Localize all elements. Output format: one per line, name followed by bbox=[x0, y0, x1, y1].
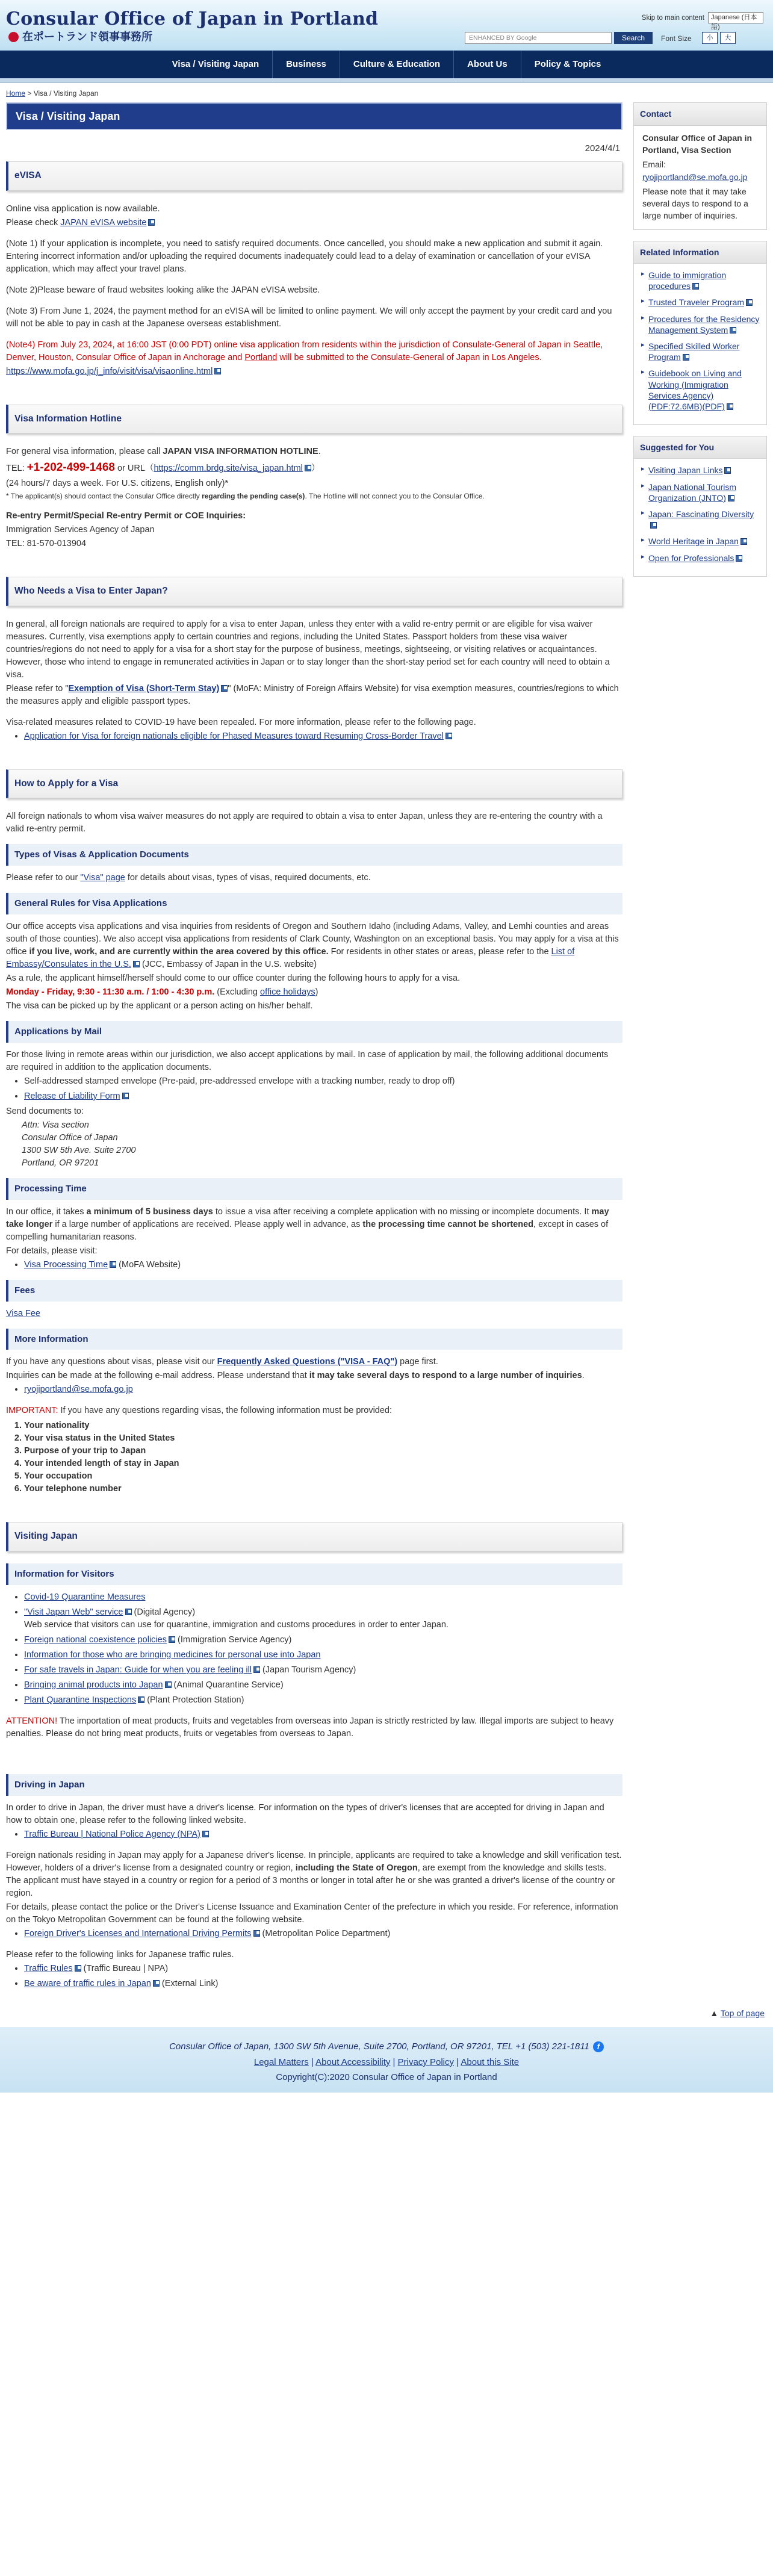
visa-fee-link[interactable]: Visa Fee bbox=[6, 1308, 40, 1318]
rules-p1: Our office accepts visa applications and visa inquiries from residents of Oregon and Southern Idaho (including Adams, Valley, and Lemhi counties and areas south of those counties). We also accept visa applications from residents of Clark County, Washington on an exceptional basis. You may apply for a visa at this office if you live, work, and are currently within the area covered by this office. For residents in other states or areas, please refer to the List of Embassy/Consulates in the U.S. (JCC, Embassy of Japan in the U.S. website) bbox=[6, 921, 619, 970]
safe-travels-link[interactable]: For safe travels in Japan: Guide for when you are feeling ill bbox=[24, 1665, 252, 1675]
external-link-icon bbox=[728, 495, 734, 501]
section-heading-who: Who Needs a Visa to Enter Japan? bbox=[6, 577, 622, 606]
search-button[interactable]: Search bbox=[614, 32, 653, 44]
external-link-icon bbox=[253, 1930, 260, 1937]
list-item bbox=[642, 297, 760, 308]
external-link-icon bbox=[125, 1609, 132, 1615]
top-of-page-link[interactable]: Top of page bbox=[720, 2008, 765, 2018]
contact-note: Please note that it may take several days to respond to a large number of inquiries. bbox=[642, 186, 748, 221]
arrow-up-icon: ▲ bbox=[710, 2008, 719, 2018]
pdf-icon bbox=[169, 1636, 175, 1643]
evisa-note1: (Note 1) If your application is incomplete, you need to satisfy required documents. Once cancelled, you should make a new application and submit it again. Entering incorrect information and/or uploading the required documents inadequately could lead to a delay of examination or cancellation of your eVISA application, which may affect your travel plans. bbox=[6, 238, 603, 274]
list-item bbox=[642, 465, 760, 476]
release-liability-link[interactable]: Release of Liability Form bbox=[24, 1091, 120, 1101]
list-item bbox=[642, 314, 760, 335]
external-link-icon bbox=[148, 219, 155, 226]
list-item: • Foreign national coexistence policies (Immigration Service Agency) bbox=[24, 1634, 622, 1646]
list-item: • For safe travels in Japan: Guide for when you are feeling ill (Japan Tourism Agency) bbox=[24, 1664, 622, 1677]
hotline-tel: TEL: +1-202-499-1468 or URL（https://comm.brdg.site/visa_japan.html ） bbox=[6, 461, 320, 474]
suggested-link-diversity[interactable]: Japan: Fascinating Diversity bbox=[648, 509, 754, 519]
external-link-icon bbox=[746, 299, 753, 306]
driving-list-3 bbox=[24, 1963, 622, 1990]
processing-details: For details, please visit: bbox=[6, 1246, 98, 1256]
main-nav bbox=[0, 51, 773, 78]
rules-p2: As a rule, the applicant himself/herself should come to our office counter during the following hours to apply for a visa. bbox=[6, 973, 461, 984]
portland-link[interactable]: Portland bbox=[244, 352, 278, 362]
related-info-heading: Related Information bbox=[634, 241, 766, 264]
reentry-tel: TEL: 81-570-013904 bbox=[6, 539, 87, 549]
evisa-note4: (Note4) From July 23, 2024, at 16:00 JST (0:00 PDT) online visa application from residents within the jurisdiction of Consulate-General of Japan in Seattle, Denver, Houston, Consular Office of Japan in Anchorage and Portland will be submitted to the Consulate-General of Japan in Los Angeles. bbox=[6, 340, 603, 362]
visa-email-link[interactable]: ryojiportland@se.mofa.go.jp bbox=[24, 1385, 133, 1395]
list-item bbox=[642, 270, 760, 291]
related-link-trusted-traveler[interactable]: Trusted Traveler Program bbox=[648, 297, 744, 308]
footer-accessibility-link[interactable]: About Accessibility bbox=[315, 2056, 391, 2067]
related-link-residency[interactable]: Procedures for the Residency Management System bbox=[648, 314, 760, 335]
nav-stripe bbox=[0, 78, 773, 83]
external-link-icon bbox=[740, 538, 747, 545]
more-p1: If you have any questions about visas, please visit our Frequently Asked Questions ("VISA - FAQ") page first. bbox=[6, 1357, 438, 1367]
pdf-icon bbox=[122, 1093, 129, 1099]
hotline-url-link[interactable]: https://comm.brdg.site/visa_japan.html bbox=[154, 464, 303, 474]
suggested-link-heritage[interactable]: World Heritage in Japan bbox=[648, 536, 739, 547]
plant-quarantine-link[interactable]: Plant Quarantine Inspections bbox=[24, 1695, 137, 1705]
footer-about-link[interactable]: About this Site bbox=[461, 2056, 520, 2067]
list-item bbox=[642, 536, 760, 547]
suggested-link-jnto[interactable]: Japan National Tourism Organization (JNTO) bbox=[648, 482, 737, 503]
list-item bbox=[24, 1828, 622, 1841]
suggested-heading: Suggested for You bbox=[634, 436, 766, 459]
visitor-links-list bbox=[24, 1591, 622, 1707]
important-note: IMPORTANT: If you have any questions regarding visas, the following information must be provided: bbox=[6, 1406, 393, 1416]
language-select[interactable]: Japanese (日本語) bbox=[708, 12, 763, 23]
list-item: 5. Your occupation bbox=[24, 1470, 622, 1483]
who-list bbox=[24, 730, 622, 743]
breadcrumb-current: Visa / Visiting Japan bbox=[33, 89, 99, 98]
external-link-icon bbox=[305, 465, 311, 471]
nav-visa[interactable]: Visa / Visiting Japan bbox=[172, 59, 259, 69]
list-item bbox=[24, 730, 622, 743]
page-date: 2024/4/1 bbox=[585, 143, 620, 154]
list-item bbox=[642, 482, 760, 503]
subheading-mail: Applications by Mail bbox=[6, 1021, 622, 1043]
driving-p1: In order to drive in Japan, the driver must have a driver's license. For information on the types of driver's licenses that are accepted for driving in Japan and how to obtain one, please refer to the following linked website. bbox=[6, 1802, 604, 1825]
evisa-intro: Online visa application is now available. bbox=[6, 203, 160, 214]
list-item: • "Visit Japan Web" service (Digital Agency) Web service that visitors can use for quarantine, immigration and customs procedures in order to enter Japan. bbox=[24, 1606, 622, 1631]
required-info-list bbox=[24, 1420, 622, 1495]
driving-list-1 bbox=[24, 1828, 622, 1841]
driving-list-2 bbox=[24, 1928, 622, 1940]
section-heading-evisa: eVISA bbox=[6, 161, 622, 190]
visit-japan-web-note: Web service that visitors can use for quarantine, immigration and customs procedures in order to enter Japan. bbox=[24, 1619, 449, 1630]
related-info-list bbox=[642, 270, 760, 412]
external-link-icon bbox=[724, 467, 731, 474]
medicines-link[interactable]: Information for those who are bringing medicines for personal use into Japan bbox=[24, 1650, 321, 1660]
external-link-icon bbox=[221, 685, 228, 692]
suggested-list bbox=[642, 465, 760, 563]
external-link-icon bbox=[683, 354, 689, 361]
office-holidays-link[interactable]: office holidays bbox=[260, 987, 315, 998]
list-item: • Foreign Driver's Licenses and International Driving Permits (Metropolitan Police Department) bbox=[24, 1928, 622, 1940]
external-link-icon bbox=[692, 283, 699, 290]
site-title[interactable]: Consular Office of Japan in Portland bbox=[6, 8, 379, 29]
list-item: • Bringing animal products into Japan (Animal Quarantine Service) bbox=[24, 1679, 622, 1692]
section-heading-how: How to Apply for a Visa bbox=[6, 769, 622, 798]
evisa-note3: (Note 3) From June 1, 2024, the payment method for an eVISA will be limited to online payment. We will only accept the payment by your credit card and you will not be able to pay in cash at the Japanese overseas establishment. bbox=[6, 306, 612, 329]
facebook-icon[interactable]: f bbox=[593, 2041, 604, 2052]
list-item: • Visa Processing Time (MoFA Website) bbox=[24, 1259, 622, 1271]
list-item bbox=[642, 368, 760, 412]
list-item: • Traffic Rules (Traffic Bureau | NPA) bbox=[24, 1963, 622, 1975]
mail-address: Attn: Visa section Consular Office of Japan 1300 SW 5th Ave. Suite 2700 Portland, OR 97201 bbox=[22, 1120, 136, 1168]
related-link-skilled-worker[interactable]: Specified Skilled Worker Program bbox=[648, 341, 740, 362]
visa-page-link[interactable]: "Visa" page bbox=[80, 873, 125, 883]
visa-faq-link[interactable]: Frequently Asked Questions ("VISA - FAQ") bbox=[217, 1357, 398, 1367]
subheading-more-info: More Information bbox=[6, 1329, 622, 1350]
traffic-rules-link[interactable]: Traffic Rules bbox=[24, 1963, 73, 1973]
contact-email-link[interactable]: ryojiportland@se.mofa.go.jp bbox=[642, 172, 748, 182]
driving-p3: For details, please contact the police or the Driver's License Issuance and Examination Center of the prefecture in which you reside. For reference, information on the Tokyo Metropolitan Government can be found at the following website. bbox=[6, 1902, 618, 1925]
nav-policy[interactable]: Policy & Topics bbox=[521, 51, 615, 78]
mail-p1: For those living in remote areas within our jurisdiction, we also accept applications by mail. In case of application by mail, the following additional documents are required in addition to the application documents. bbox=[6, 1049, 609, 1072]
font-size-label: Font Size bbox=[661, 34, 692, 43]
list-item: 6. Your telephone number bbox=[24, 1483, 622, 1495]
external-link-icon bbox=[110, 1261, 116, 1268]
reentry-heading: Re-entry Permit/Special Re-entry Permit or COE Inquiries: bbox=[6, 511, 246, 521]
site-subtitle bbox=[8, 29, 152, 45]
footer-links: Legal Matters | About Accessibility | Privacy Policy | About this Site bbox=[253, 2056, 520, 2067]
hotline-intro: For general visa information, please call JAPAN VISA INFORMATION HOTLINE. bbox=[6, 447, 321, 457]
related-link-immigration[interactable]: Guide to immigration procedures bbox=[648, 270, 727, 291]
list-item: 4. Your intended length of stay in Japan bbox=[24, 1457, 622, 1470]
external-link-icon bbox=[153, 1980, 160, 1987]
types-text: Please refer to our "Visa" page for details about visas, types of visas, required documents, etc. bbox=[6, 873, 371, 883]
list-item bbox=[24, 1090, 622, 1103]
external-link-icon bbox=[165, 1681, 172, 1688]
footer-privacy-link[interactable]: Privacy Policy bbox=[397, 2056, 454, 2067]
suggested-link-professionals[interactable]: Open for Professionals bbox=[648, 553, 734, 563]
list-item bbox=[642, 509, 760, 530]
external-link-icon bbox=[75, 1965, 81, 1972]
evisa-mofa-link-line bbox=[6, 365, 622, 378]
hotline-phone[interactable]: +1-202-499-1468 bbox=[26, 461, 115, 474]
subheading-driving: Driving in Japan bbox=[6, 1774, 622, 1796]
subheading-general-rules: General Rules for Visa Applications bbox=[6, 893, 622, 914]
traffic-bureau-link[interactable]: Traffic Bureau | National Police Agency (NPA) bbox=[24, 1829, 200, 1839]
section-heading-visiting: Visiting Japan bbox=[6, 1522, 622, 1551]
external-link-icon bbox=[730, 327, 736, 334]
main-content bbox=[6, 102, 622, 1998]
embassy-list-link[interactable]: List of Embassy/Consulates in the U.S. bbox=[6, 947, 575, 970]
hotline-note: * The applicant(s) should contact the Consular Office directly regarding the pending case(s). The Hotline will not connect you to the Consular Office. bbox=[6, 491, 485, 500]
visa-exemption-link[interactable]: Exemption of Visa (Short-Term Stay) bbox=[68, 683, 220, 694]
nav-about[interactable]: About Us bbox=[453, 51, 521, 78]
covid-visa-link[interactable]: Application for Visa for foreign nationals eligible for Phased Measures toward Resuming Cross-Border Travel bbox=[24, 731, 444, 741]
page-title: Visa / Visiting Japan bbox=[6, 102, 622, 130]
nav-culture[interactable]: Culture & Education bbox=[340, 51, 453, 78]
font-size-small-button[interactable]: 小 bbox=[702, 32, 718, 44]
office-hours: Monday - Friday, 9:30 - 11:30 a.m. / 1:00 - 4:30 p.m. (Excluding office holidays) bbox=[6, 987, 318, 998]
footer-legal-link[interactable]: Legal Matters bbox=[253, 2056, 309, 2067]
site-subtitle-text: 在ポートランド領事事務所 bbox=[22, 31, 152, 43]
list-item: 3. Purpose of your trip to Japan bbox=[24, 1445, 622, 1457]
font-size-large-button[interactable]: 大 bbox=[720, 32, 736, 44]
who-p3: Visa-related measures related to COVID-19 have been repealed. For more information, please refer to the following page. bbox=[6, 717, 476, 727]
suggested-link-visiting[interactable]: Visiting Japan Links bbox=[648, 465, 723, 476]
mail-list bbox=[24, 1075, 622, 1103]
top-of-page bbox=[0, 1999, 773, 2024]
contact-name: Consular Office of Japan in Portland, Visa Section bbox=[642, 132, 753, 155]
reentry-agency: Immigration Services Agency of Japan bbox=[6, 525, 155, 535]
breadcrumb-sep: > bbox=[25, 89, 34, 98]
subheading-types: Types of Visas & Application Documents bbox=[6, 844, 622, 866]
suggested-box bbox=[633, 436, 767, 577]
breadcrumb bbox=[0, 83, 773, 102]
pdf-icon bbox=[727, 403, 733, 410]
processing-list bbox=[24, 1259, 622, 1271]
list-item bbox=[642, 553, 760, 563]
list-item: • Plant Quarantine Inspections (Plant Protection Station) bbox=[24, 1694, 622, 1707]
more-p2: Inquiries can be made at the following e-mail address. Please understand that it may take several days to respond to a large number of inquiries. bbox=[6, 1371, 585, 1381]
contact-email-label: Email: bbox=[642, 160, 666, 170]
external-link-icon bbox=[253, 1666, 260, 1673]
subheading-fees: Fees bbox=[6, 1280, 622, 1302]
traffic-rules-aware-link[interactable]: Be aware of traffic rules in Japan bbox=[24, 1978, 151, 1988]
hotline-hours: (24 hours/7 days a week. For U.S. citizens, English only)* bbox=[6, 478, 229, 488]
list-item bbox=[24, 1649, 622, 1662]
mofa-visaonline-link[interactable]: https://www.mofa.go.jp/j_info/visit/visa/visaonline.html bbox=[6, 366, 213, 376]
subheading-processing: Processing Time bbox=[6, 1178, 622, 1200]
driving-p4: Please refer to the following links for Japanese traffic rules. bbox=[6, 1949, 234, 1960]
related-info-box bbox=[633, 241, 767, 425]
animal-products-link[interactable]: Bringing animal products into Japan bbox=[24, 1680, 163, 1690]
fees-text bbox=[6, 1308, 622, 1320]
related-link-guidebook[interactable]: Guidebook on Living and Working (Immigration Services Agency) (PDF:72.6MB)(PDF) bbox=[648, 368, 742, 411]
external-link-icon bbox=[214, 368, 221, 374]
email-list bbox=[24, 1383, 622, 1396]
site-header bbox=[0, 0, 773, 51]
evisa-check: Please check JAPAN eVISA website bbox=[6, 217, 622, 229]
covid-quarantine-link[interactable]: Covid-19 Quarantine Measures bbox=[24, 1592, 146, 1602]
driving-p2: Foreign nationals residing in Japan may apply for a Japanese driver's license. In principle, applicants are required to take a knowledge and skill verification test. However, holders of a driver's license from a designated country or region, including the State of Oregon, are exempt from the knowledge and skills tests. The applicant must have stayed in a country or region for a period of 3 months or longer in total after he or she was granted a driver's license of the country or region. bbox=[6, 1850, 622, 1898]
attention-note: ATTENTION! The importation of meat products, fruits and vegetables from overseas into Japan is strictly restricted by law. Illegal imports are subject to heavy penalties. Please do not bring meat products, fruits or vegetables from overseas to Japan. bbox=[6, 1716, 614, 1739]
list-item: • Be aware of traffic rules in Japan (External Link) bbox=[24, 1978, 622, 1990]
who-p2: Please refer to "Exemption of Visa (Short-Term Stay) " (MoFA: Ministry of Foreign Affairs Website) for visa exemption measures, countries/regions to which the measures apply and eligible passport types. bbox=[6, 683, 619, 706]
footer-copyright: Copyright(C):2020 Consular Office of Japan in Portland bbox=[276, 2072, 497, 2083]
contact-body bbox=[634, 126, 766, 229]
rules-p3: The visa can be picked up by the applicant or a person acting on his/her behalf. bbox=[6, 1001, 313, 1011]
evisa-website-link[interactable]: JAPAN eVISA website bbox=[60, 217, 147, 228]
external-link-icon bbox=[445, 733, 452, 739]
external-link-icon bbox=[202, 1831, 209, 1837]
list-item bbox=[642, 341, 760, 362]
evisa-note2: (Note 2)Please beware of fraud websites looking alike the JAPAN eVISA website. bbox=[6, 285, 320, 295]
list-item: 1. Your nationality bbox=[24, 1420, 622, 1432]
breadcrumb-home[interactable]: Home bbox=[6, 89, 26, 98]
list-item bbox=[24, 1591, 622, 1604]
mail-send: Send documents to: bbox=[6, 1106, 84, 1116]
how-intro: All foreign nationals to whom visa waiver measures do not apply are required to obtain a visa to enter Japan, unless they are re-entering the country with a valid re-entry permit. bbox=[6, 812, 603, 834]
coexistence-link[interactable]: Foreign national coexistence policies bbox=[24, 1634, 167, 1645]
visit-japan-web-link[interactable]: "Visit Japan Web" service bbox=[24, 1607, 123, 1617]
list-item bbox=[24, 1383, 622, 1396]
nav-business[interactable]: Business bbox=[272, 51, 340, 78]
skip-to-main-link[interactable]: Skip to main content bbox=[641, 14, 704, 22]
processing-text: In our office, it takes a minimum of 5 business days to issue a visa after receiving a complete application with no missing or incomplete documents. It may take longer if a large number of applications are received. Please apply well in advance, as the processing time cannot be shortened, except in cases of compelling humanitarian reasons. bbox=[6, 1206, 609, 1242]
search-input[interactable]: ENHANCED BY Google bbox=[465, 32, 612, 44]
section-heading-hotline: Visa Information Hotline bbox=[6, 405, 622, 433]
list-item: 2. Your visa status in the United States bbox=[24, 1432, 622, 1445]
external-link-icon bbox=[736, 555, 742, 562]
contact-box bbox=[633, 102, 767, 229]
site-footer bbox=[0, 2028, 773, 2093]
who-p1: In general, all foreign nationals are required to apply for a visa to enter Japan, unless they enter with a valid re-entry permit or are eligible for visa waiver measures. Currently, visa exemptions apply to certain countries and regions, including the United States. Passport holders from these visa waiver countries/regions do not need to apply for a visa for a short stay for the purpose of business, meetings, sightseeing, or visiting relatives or acquaintances. However, those who intend to engage in remunerated activities in Japan or to stay longer than the short-stay period set for each country will need to obtain a visa. bbox=[6, 619, 610, 680]
external-link-icon bbox=[133, 961, 140, 967]
subheading-visitors: Information for Visitors bbox=[6, 1563, 622, 1585]
list-item: • Self-addressed stamped envelope (Pre-paid, pre-addressed envelope with a tracking number, ready to drop off) bbox=[24, 1075, 622, 1088]
foreign-licenses-link[interactable]: Foreign Driver's Licenses and International Driving Permits bbox=[24, 1928, 252, 1938]
sidebar bbox=[633, 102, 767, 1998]
japan-flag-icon bbox=[8, 32, 19, 42]
external-link-icon bbox=[650, 522, 657, 529]
contact-heading: Contact bbox=[634, 103, 766, 125]
external-link-icon bbox=[138, 1696, 144, 1703]
processing-time-link[interactable]: Visa Processing Time bbox=[24, 1259, 108, 1270]
footer-address: Consular Office of Japan, 1300 SW 5th Avenue, Suite 2700, Portland, OR 97201, TEL +1 (503) 221-1811 f bbox=[0, 2039, 773, 2055]
